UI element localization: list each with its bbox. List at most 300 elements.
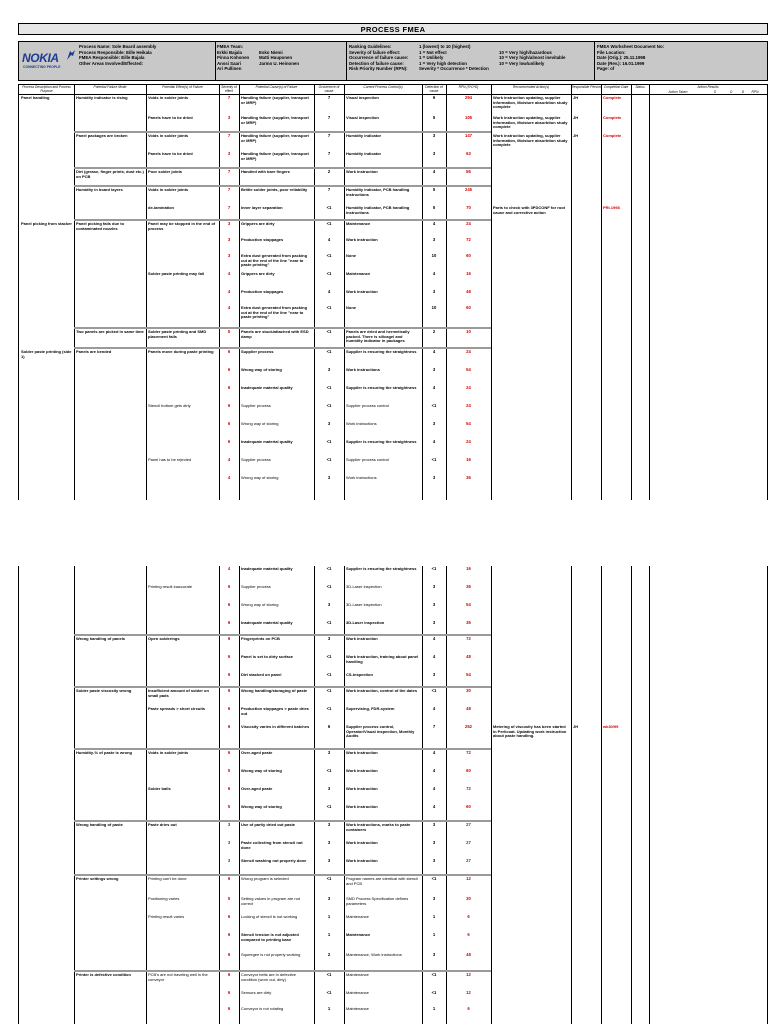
header-divider <box>215 42 216 80</box>
failure-cause: Wrong way of storing <box>241 368 282 372</box>
failure-cause: Grippers are dirty <box>241 272 275 276</box>
severity-value: 3 <box>227 822 231 827</box>
occurrence-value: <1 <box>326 876 332 881</box>
detection-value: 3 <box>432 822 436 827</box>
rpn-value: 36 <box>466 584 471 589</box>
severity-value: 6 <box>227 367 231 372</box>
column-divider <box>649 566 650 1024</box>
occurrence-value: 1 <box>327 1006 331 1011</box>
severity-value: 5 <box>227 804 231 809</box>
action-results-subheader: RPN <box>751 90 759 94</box>
failure-cause: Squeegee is not properly working <box>241 953 301 957</box>
failure-effect: Paste dries out <box>148 823 177 827</box>
occurrence-value: 4 <box>327 237 331 242</box>
column-divider <box>571 95 572 500</box>
severity-value: 5 <box>227 896 231 901</box>
column-divider <box>219 85 220 94</box>
rpn-value: 27 <box>466 858 471 863</box>
column-header: Status <box>635 85 645 89</box>
process-control: Visual inspection <box>346 96 379 100</box>
header-line: Page: of <box>597 66 615 72</box>
severity-value: 5 <box>227 768 231 773</box>
rpn-value: 60 <box>466 768 471 773</box>
occurrence-value: <1 <box>326 990 332 995</box>
failure-cause: Inadequate material quality <box>241 621 293 625</box>
severity-value: 4 <box>227 457 231 462</box>
process-control: CS-Inspection <box>346 673 373 677</box>
header-line <box>499 66 566 72</box>
failure-cause: Over-aged paste <box>241 787 273 791</box>
occurrence-value: 2 <box>327 952 331 957</box>
detection-value: 4 <box>432 654 436 659</box>
process-control: Work instructions <box>346 476 377 480</box>
rpn-value: 36 <box>466 620 471 625</box>
severity-value: 3 <box>227 237 231 242</box>
rpn-value: 10 <box>466 329 471 334</box>
detection-value: 5 <box>432 205 436 210</box>
severity-value: 6 <box>227 403 231 408</box>
failure-cause: Handled with bare fingers <box>241 170 290 174</box>
rpn-value: 245 <box>465 187 472 192</box>
detection-value: 10 <box>431 305 437 310</box>
failure-cause: Supplier process <box>241 350 274 354</box>
fmea-row <box>19 1006 509 1022</box>
detection-value: <1 <box>431 972 437 977</box>
detection-value: 3 <box>432 584 436 589</box>
process-description: Panel picking from stacker <box>21 222 72 226</box>
header-line: Process Responsible: Eille Heikala <box>79 49 152 55</box>
fmea-row <box>19 133 622 149</box>
detection-value: 3 <box>432 151 436 156</box>
header-line: Ari Pullinen <box>217 66 242 72</box>
header-line: Pinna Kohonen <box>217 55 250 61</box>
process-control: Work instruction <box>346 841 378 845</box>
completion-date: PRI.1998 <box>603 206 620 210</box>
detection-value: 3 <box>432 952 436 957</box>
row-group-separator <box>74 185 491 187</box>
failure-mode: Two panels are picked in same time <box>76 330 144 334</box>
failure-effect: Panel has to be rejected <box>148 458 192 462</box>
header-line: Occurrence of failure cause: <box>349 55 409 61</box>
fmea-row <box>19 952 509 968</box>
completion-date: wk30/99 <box>603 725 619 729</box>
failure-effect: Poor solder joints <box>148 170 183 174</box>
detection-value: 5 <box>432 115 436 120</box>
detection-value: 4 <box>432 750 436 755</box>
process-control: Work instruction, training about panel handling <box>346 655 419 664</box>
failure-cause: Stencil tension is not adjusted compared to printing base <box>241 933 299 942</box>
failure-effect: Positioning varies <box>148 897 180 901</box>
detection-value: 5 <box>432 187 436 192</box>
process-control: Work instructions <box>346 422 377 426</box>
failure-mode: Wrong handling of panels <box>76 637 126 641</box>
brand-tagline: CONNECTING PEOPLE <box>23 65 61 69</box>
fmea-table-page-2 <box>18 566 768 1024</box>
occurrence-value: <1 <box>326 972 332 977</box>
occurrence-value: 2 <box>327 169 331 174</box>
failure-mode: Wrong handling of paste <box>76 823 123 827</box>
severity-value: 7 <box>227 205 231 210</box>
failure-effect: Paste spreads > short circuits <box>148 707 206 711</box>
detection-value: 4 <box>432 349 436 354</box>
fmea-row <box>19 95 622 111</box>
fmea-row <box>19 151 509 167</box>
header-line: FMEA Worksheet Document No: <box>597 44 665 49</box>
column-header: Potential Cause(s) of Failure <box>255 85 298 89</box>
occurrence-value: <1 <box>326 768 332 773</box>
process-control: Maintenance <box>346 272 371 276</box>
severity-value: 4 <box>227 289 231 294</box>
occurrence-value: <1 <box>326 457 332 462</box>
detection-value: 3 <box>432 896 436 901</box>
header-line: File Location: <box>597 49 626 55</box>
severity-value: 6 <box>227 786 231 791</box>
header-team-2 <box>259 44 299 72</box>
occurrence-value: <1 <box>326 403 332 408</box>
severity-value: 3 <box>227 151 231 156</box>
occurrence-value: 7 <box>327 151 331 156</box>
rpn-value: 6 <box>467 914 470 919</box>
failure-cause: Handling failure (supplier, transport or MRP) <box>241 96 309 105</box>
occurrence-value: 4 <box>327 289 331 294</box>
severity-value: 6 <box>227 1006 231 1011</box>
process-control: None <box>346 254 356 258</box>
occurrence-value: <1 <box>326 329 332 334</box>
failure-mode: Panels are bended <box>76 350 112 354</box>
failure-cause: Brittle solder joints, poor reliability <box>241 188 308 192</box>
fmea-row <box>19 786 509 802</box>
column-header: Process Description and Process Purpose <box>22 85 71 93</box>
rpn-value: 30 <box>466 688 471 693</box>
row-group-separator <box>74 970 491 972</box>
process-description: Panel handling <box>21 96 50 100</box>
occurrence-value: 3 <box>327 475 331 480</box>
failure-cause: Extra dust generated from packing cut at the end of the line "near to paste printing" <box>241 306 308 320</box>
process-description: Solder paste printing (side 1) <box>21 350 72 359</box>
occurrence-value: 7 <box>327 187 331 192</box>
recommended-action: Work instruction updating, supplier information, Moisture absorbtion study complete <box>493 134 568 148</box>
detection-value: <1 <box>431 990 437 995</box>
failure-cause: Over-aged paste <box>241 751 273 755</box>
process-control: Humidity indicator, PCB handling instructions <box>346 188 410 197</box>
occurrence-value: 6 <box>327 724 331 729</box>
failure-cause: Wrong way of storing <box>241 603 279 607</box>
failure-mode: Humidity in board layers <box>76 188 123 192</box>
rpn-value: 16 <box>466 271 471 276</box>
header-line: Process Name: Sole Board assembly <box>79 44 157 49</box>
column-divider <box>571 566 572 1024</box>
failure-cause: Fingerprints on PCB <box>241 637 280 641</box>
recommended-action: Work instruction updating, supplier information, Moisture absorbtion study complete <box>493 116 568 130</box>
severity-value: 3 <box>227 840 231 845</box>
failure-mode: Humidity-% of paste is wrong <box>76 751 133 755</box>
rpn-value: 48 <box>466 952 471 957</box>
header-line: Date (Rev.): 16.01.1999 <box>597 60 645 66</box>
row-group-separator <box>74 820 491 822</box>
process-control: 3D-Laser inspection <box>346 585 382 589</box>
process-control: Maintenance <box>346 973 369 977</box>
detection-value: 4 <box>432 221 436 226</box>
fmea-row <box>19 876 509 892</box>
detection-value: 2 <box>432 329 436 334</box>
occurrence-value: <1 <box>326 253 332 258</box>
column-header: Recommended Action(s) <box>512 85 550 89</box>
fmea-row <box>19 914 509 930</box>
column-divider <box>314 85 315 94</box>
detection-value: 3 <box>432 858 436 863</box>
detection-value: 4 <box>432 169 436 174</box>
rpn-value: 54 <box>466 367 471 372</box>
severity-value: 6 <box>227 636 231 641</box>
process-control: Maintenance <box>346 933 371 937</box>
header-line: Jarmo U. Heinonen <box>259 60 300 66</box>
column-divider <box>601 85 602 94</box>
header-line: Severity of failure effect: <box>349 49 401 55</box>
failure-mode: Panel packages are broken <box>76 134 128 138</box>
failure-cause: Handling failure (supplier, transport or MRP) <box>241 152 309 161</box>
severity-value: 6 <box>227 972 231 977</box>
header-line: Risk Priority Number (RPN): <box>349 66 408 72</box>
severity-value: 6 <box>227 439 231 444</box>
failure-cause: Sensors are dirty <box>241 991 272 995</box>
severity-value: 3 <box>227 858 231 863</box>
occurrence-value: <1 <box>326 566 332 571</box>
rpn-value: 72 <box>466 636 471 641</box>
failure-effect: Open solderings <box>148 637 180 641</box>
document-title: PROCESS FMEA <box>18 23 768 35</box>
header-line: Other Areas Involved/Effected: <box>79 60 144 66</box>
rpn-value: 36 <box>466 475 471 480</box>
row-group-separator <box>74 686 491 688</box>
rpn-value: 12 <box>466 990 471 995</box>
fmea-row <box>19 566 509 582</box>
severity-value: 3 <box>227 221 231 226</box>
failure-cause: Inadequate material quality <box>241 567 293 571</box>
fmea-table-page-1 <box>18 95 768 500</box>
header-line: 1 = Very high detection <box>419 60 467 66</box>
fmea-row <box>19 305 509 321</box>
fmea-row <box>19 602 509 618</box>
fmea-row <box>19 221 509 237</box>
detection-value: 10 <box>431 253 437 258</box>
failure-mode: Printer is defective condition <box>76 973 131 977</box>
fmea-row <box>19 688 509 704</box>
process-control: Humidity indicator <box>346 152 382 156</box>
column-header: Severity of effect <box>221 85 237 93</box>
failure-cause: Inner layer separation <box>241 206 283 210</box>
occurrence-value: 3 <box>327 421 331 426</box>
rpn-value: 24 <box>466 439 471 444</box>
failure-cause: Paste collecting from stencil not done <box>241 841 303 850</box>
rpn-value: 70 <box>466 205 471 210</box>
rpn-value: 30 <box>466 896 471 901</box>
occurrence-value: <1 <box>326 305 332 310</box>
failure-cause: Panel is set to dirty surface <box>241 655 294 659</box>
occurrence-value: <1 <box>326 672 332 677</box>
failure-mode: Panel picking fails due to contaminated nozzles <box>76 222 125 231</box>
process-control: Supplier is ensuring the straightness <box>346 440 417 444</box>
column-divider <box>601 95 602 500</box>
failure-effect: Printing result varies <box>148 915 185 919</box>
occurrence-value: <1 <box>326 620 332 625</box>
column-divider <box>631 85 632 94</box>
occurrence-value: <1 <box>326 205 332 210</box>
process-control: Visual inspection <box>346 116 379 120</box>
fmea-row <box>19 896 509 912</box>
column-header-row <box>18 84 768 95</box>
detection-value: <1 <box>431 457 437 462</box>
occurrence-value: 3 <box>327 367 331 372</box>
rpn-value: 27 <box>466 822 471 827</box>
rpn-value: 27 <box>466 840 471 845</box>
detection-value: 3 <box>432 289 436 294</box>
occurrence-value: 7 <box>327 95 331 100</box>
severity-value: 4 <box>227 566 231 571</box>
detection-value: 3 <box>432 367 436 372</box>
failure-cause: Use of partly dried out paste <box>241 823 296 827</box>
fmea-row <box>19 990 509 1006</box>
detection-value: 3 <box>432 237 436 242</box>
header-process-info <box>79 44 156 66</box>
rpn-value: 48 <box>466 289 471 294</box>
process-control: Work instruction <box>346 751 378 755</box>
failure-mode: Printer settings wrong <box>76 877 119 881</box>
failure-effect: Panel may be stopped in the end of process <box>148 222 216 231</box>
severity-value: 6 <box>227 706 231 711</box>
failure-effect: Panels have to be dried <box>148 116 193 120</box>
completion-date: Complete <box>603 116 622 120</box>
header-worksheet-info <box>597 44 664 72</box>
failure-cause: Locking of stencil is not working <box>241 915 298 919</box>
failure-cause: Inadequate material quality <box>241 440 293 444</box>
occurrence-value: <1 <box>326 385 332 390</box>
header-line: Matti Huuponen <box>259 55 293 61</box>
occurrence-value: 3 <box>327 602 331 607</box>
rpn-value: 24 <box>466 221 471 226</box>
failure-cause: Wrong way of storing <box>241 769 282 773</box>
failure-cause: Wrong program is selected <box>241 877 289 881</box>
severity-value: 6 <box>227 584 231 589</box>
process-control: 3D-Laser inspection <box>346 621 385 625</box>
recommended-action: Metering of viscosity has been started in Perlicoat. Updating work instruction about paste handling. <box>493 725 567 739</box>
row-group-separator <box>74 131 491 133</box>
column-header: Potential Effect(s) of Failure <box>162 85 203 89</box>
detection-value: 4 <box>432 636 436 641</box>
row-group-separator <box>74 748 491 750</box>
header-line: Ranking Guidelines: <box>349 44 392 49</box>
header-team <box>217 44 249 72</box>
occurrence-value: 3 <box>327 858 331 863</box>
occurrence-value: 7 <box>327 133 331 138</box>
severity-value: 6 <box>227 385 231 390</box>
fmea-row <box>19 706 509 722</box>
failure-cause: Stencil washing not properly done <box>241 859 307 863</box>
fmea-row <box>19 271 509 287</box>
failure-cause: Extra dust generated from packing cut at the end of the line "near to paste printing" <box>241 254 308 268</box>
severity-value: 6 <box>227 349 231 354</box>
occurrence-value: <1 <box>326 584 332 589</box>
column-header: RPN (S*O*D) <box>458 85 479 89</box>
failure-cause: Handling failure (supplier, transport or MRP) <box>241 134 309 143</box>
column-divider <box>571 85 572 94</box>
rpn-value: 12 <box>466 972 471 977</box>
header-line: 1 = Unlikely <box>419 55 444 61</box>
detection-value: <1 <box>431 688 437 693</box>
rpn-value: 72 <box>466 750 471 755</box>
completion-date: Complete <box>603 134 622 138</box>
nokia-logo <box>22 47 78 75</box>
fmea-row <box>19 724 619 740</box>
column-header: Potential Failure Mode <box>93 85 127 89</box>
process-control: Humidity indicator <box>346 134 382 138</box>
occurrence-value: 3 <box>327 822 331 827</box>
failure-cause: Setting values in program are not correct <box>241 897 300 906</box>
detection-value: 4 <box>432 271 436 276</box>
occurrence-value: 3 <box>327 636 331 641</box>
detection-value: 3 <box>432 475 436 480</box>
column-divider <box>631 566 632 1024</box>
row-group-separator <box>74 347 491 349</box>
process-control: Work instruction <box>346 637 378 641</box>
fmea-row <box>19 822 509 838</box>
column-header: Responsible Person <box>571 85 601 89</box>
rpn-value: 252 <box>465 724 472 729</box>
occurrence-value: <1 <box>326 706 332 711</box>
fmea-row <box>19 972 509 988</box>
rpn-value: 72 <box>466 237 471 242</box>
severity-value: 7 <box>227 169 231 174</box>
failure-cause: Dirt stacked on panel <box>241 673 282 677</box>
header-line <box>259 66 299 72</box>
recommended-action: Parts to check with 3PDCONF for root cause and corrective action <box>493 206 566 215</box>
action-results-subheader: Action Taken <box>668 90 688 94</box>
header-line: FMEA Team: <box>217 44 244 49</box>
fmea-row <box>19 439 509 455</box>
severity-value: 3 <box>227 253 231 258</box>
fmea-row <box>19 115 622 131</box>
process-control: Maintenance <box>346 915 369 919</box>
failure-cause: Production stoppages > paste dries out <box>241 707 309 716</box>
failure-effect: Panels move during paste printing <box>148 350 214 354</box>
header-line: 1 (lowest) to 10 (highest) <box>419 44 471 49</box>
row-group-separator <box>74 219 491 221</box>
detection-value: <1 <box>431 876 437 881</box>
detection-value: 7 <box>432 724 436 729</box>
occurrence-value: <1 <box>326 439 332 444</box>
detection-value: 4 <box>432 706 436 711</box>
row-group-separator <box>74 874 491 876</box>
process-control: Work instruction, control of the dates <box>346 689 418 693</box>
column-header: Current Process Control(s) <box>363 85 403 89</box>
header-line: FMEA Responsible: Eille Bajala <box>79 55 145 61</box>
nokia-hands-icon <box>66 49 76 61</box>
column-divider <box>491 85 492 94</box>
completion-date: Complete <box>603 96 622 100</box>
rpn-value: 6 <box>467 932 470 937</box>
occurrence-value: <1 <box>326 221 332 226</box>
fmea-row <box>19 403 509 419</box>
column-header: Completion Date <box>603 85 629 89</box>
failure-effect: Stencil bottom gets dirty <box>148 404 191 408</box>
failure-effect: Voids in solder joints <box>148 188 189 192</box>
fmea-row <box>19 289 509 305</box>
failure-effect: Voids in solder joints <box>148 96 189 100</box>
column-header: Detection of cause <box>425 85 443 93</box>
process-control: Supplier is ensuring the straightness <box>346 386 417 390</box>
fmea-row <box>19 636 509 652</box>
rpn-value: 16 <box>466 566 471 571</box>
header-line: Date (Orig.): 25.11.1998 <box>597 55 646 61</box>
